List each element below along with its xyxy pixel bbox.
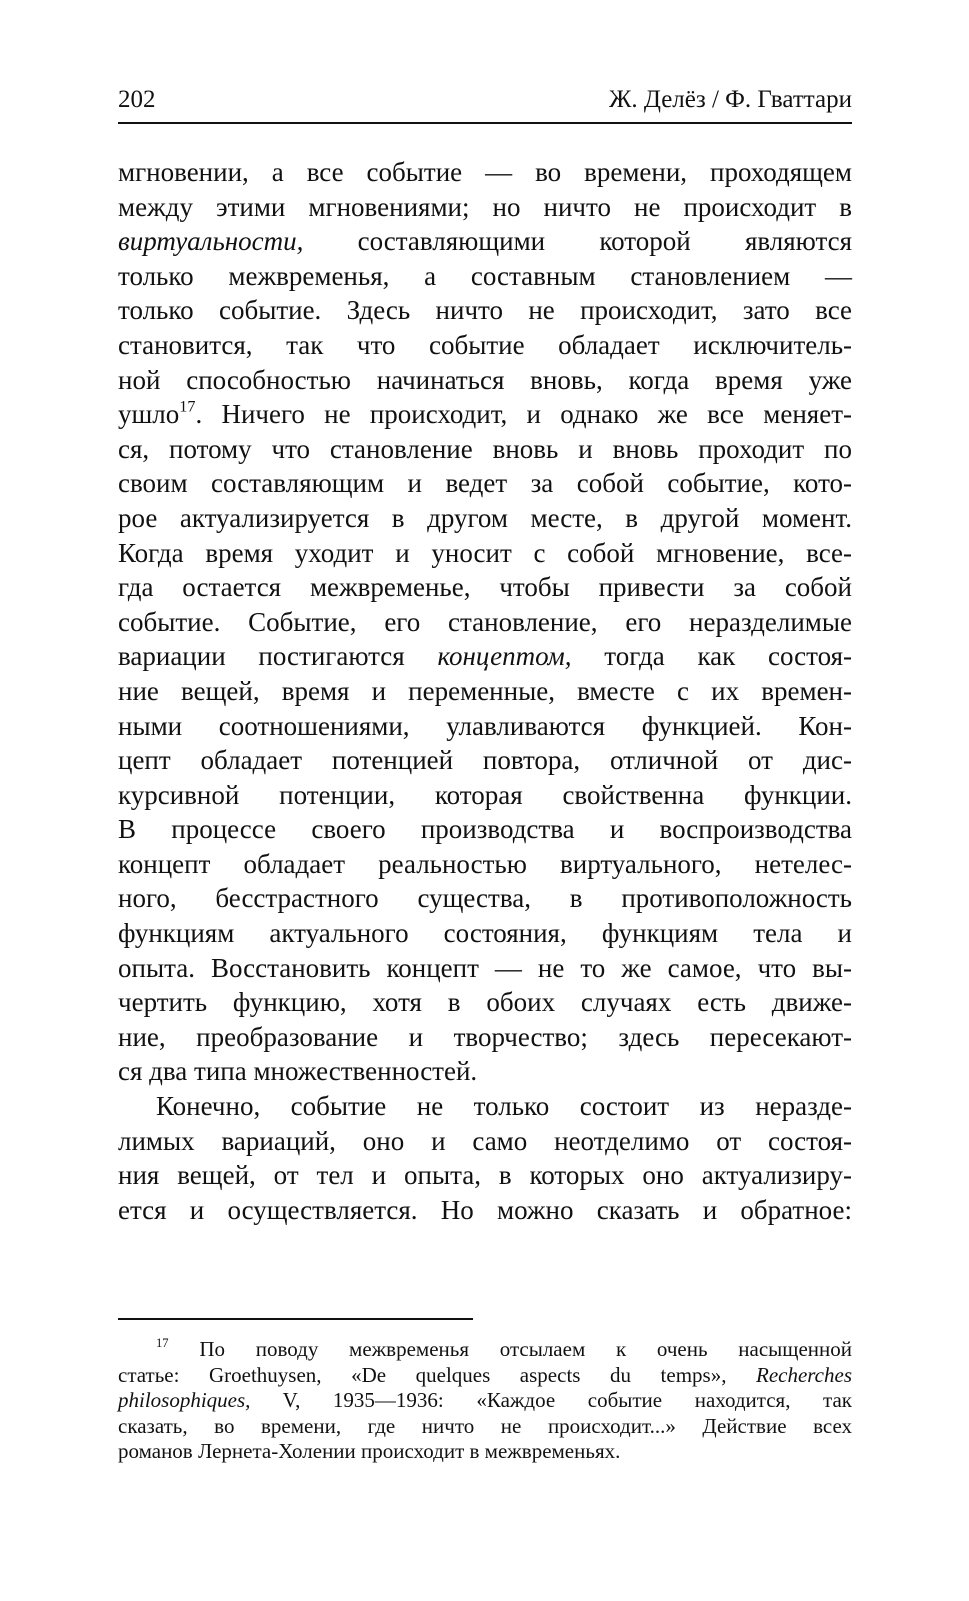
text-line: Когда время уходит и уносит с собой мгновение, все- (118, 537, 852, 568)
text-line: ного, бесстрастного существа, в противоположность (118, 883, 852, 914)
text-line: между этими мгновениями; но ничто не происходит в (118, 191, 852, 222)
text-line: В процессе своего производства и воспроизводства (118, 814, 852, 845)
text-line: функциям актуального состояния, функциям тела и (118, 918, 852, 949)
italic-term: концептом, (437, 641, 572, 672)
text-line: ными соотношениями, улавливаются функцией. Кон- (118, 710, 852, 741)
text-line: ся два типа множественностей. (118, 1056, 478, 1087)
text-run: ушло (118, 399, 180, 430)
text-line: лимых вариаций, оно и само неотделимо от состоя- (118, 1125, 852, 1156)
text-line: опыта. Восстановить концепт — не то же самое, что вы- (118, 952, 852, 983)
footnote-line: сказать, во времени, где ничто не происходит...» Действие всех (118, 1413, 852, 1438)
text-run: По поводу межвременья отсылаем к очень насыщенной (168, 1337, 852, 1361)
italic-title: Recherches (756, 1362, 852, 1387)
text-line: Конечно, событие не только состоит из неразде- (156, 1091, 852, 1122)
footnote-reference[interactable]: 17 (179, 397, 196, 416)
text-line: только межвременья, а составным становлением — (118, 260, 852, 291)
text-line: мгновении, а все событие — во времени, проходящем (118, 157, 852, 187)
text-run: тогда как состоя- (571, 641, 852, 672)
footnote (118, 1337, 852, 1465)
footnote-line (118, 1337, 852, 1363)
text-line: рое актуализируется в другом месте, в другой момент. (118, 502, 852, 533)
text-line: концепт обладает реальностью виртуального, нетелес- (118, 848, 852, 879)
text-line: ние, преобразование и творчество; здесь пересекают- (118, 1021, 852, 1052)
text-run: V, 1935—1936: «Каждое событие находится, так (250, 1388, 852, 1412)
running-head (118, 80, 852, 120)
text-line (118, 397, 852, 432)
text-line: своим составляющим и ведет за собой событие, кото- (118, 468, 852, 499)
text-line: ся, потому что становление вновь и вновь проходит по (118, 433, 852, 464)
italic-term: виртуальности, (118, 226, 304, 257)
page-number: 202 (118, 86, 156, 113)
text-line: событие. Событие, его становление, его неразделимые (118, 606, 852, 637)
text-run: . Ничего не происходит, и однако же все меняет- (195, 399, 852, 430)
header-rule (118, 122, 852, 124)
text-line: становится, так что событие обладает исключитель- (118, 329, 852, 360)
text-line: цепт обладает потенцией повтора, отличной от дис- (118, 745, 852, 776)
paragraph-1 (118, 155, 852, 1089)
running-title: Ж. Делёз / Ф. Гваттари (608, 86, 852, 113)
text-line: ется и осуществляется. Но можно сказать и обратное: (118, 1194, 852, 1225)
paragraph-2 (118, 1089, 852, 1227)
text-run: составляющими которой являются (303, 226, 852, 257)
text-line (118, 639, 852, 674)
text-run: статье: Groethuysen, «De quelques aspects du temps», (118, 1362, 756, 1387)
main-text (118, 155, 852, 1227)
text-line: ния вещей, от тел и опыта, в которых оно актуализиру- (118, 1160, 852, 1191)
text-line: ной способностью начинаться вновь, когда время уже (118, 364, 852, 395)
footnote-line: романов Лернета-Холении происходит в межвременьях. (118, 1439, 621, 1463)
text-line: ние вещей, время и переменные, вместе с их времен- (118, 675, 852, 706)
text-run: вариации постигаются (118, 641, 438, 672)
text-line: курсивной потенции, которая свойственна функции. (118, 779, 852, 810)
text-line: гда остается межвременье, чтобы привести за собой (118, 572, 852, 603)
text-line (118, 224, 852, 259)
footnote-rule (118, 1318, 473, 1320)
footnote-marker: 17 (156, 1336, 169, 1351)
footnote-line (118, 1363, 852, 1389)
text-line: чертить функцию, хотя в обоих случаях есть движе- (118, 987, 852, 1018)
footnote-line (118, 1388, 852, 1414)
italic-title: philosophiques, (118, 1388, 251, 1412)
text-line: только событие. Здесь ничто не происходит, зато все (118, 295, 852, 326)
